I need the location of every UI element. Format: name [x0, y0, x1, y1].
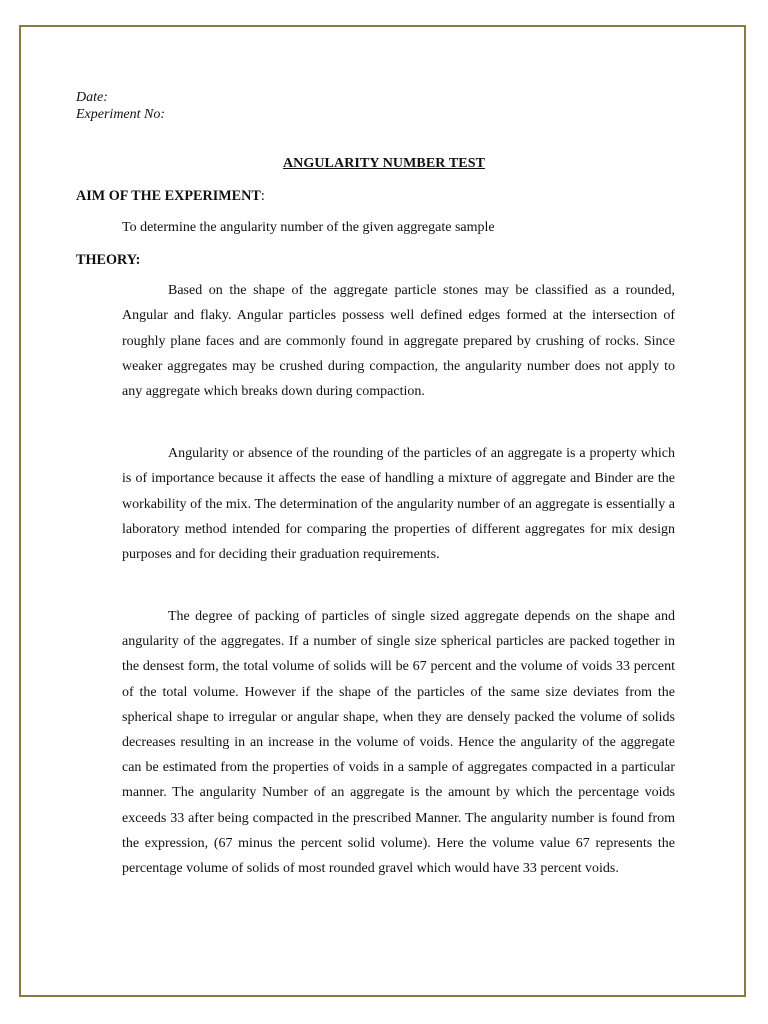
theory-paragraph-3: The degree of packing of particles of single sized aggregate depends on the shape and angularity of the aggregates. If a number of single size spherical particles are packed together in the densest form, the total volume of solids will be 67 percent and the volume of voids 33 percent of the total volume. However if the shape of the particles of the same size deviates from the spherical shape to irregular or angular shape, when they are densely packed the volume of solids decreases resulting in an increase in the volume of voids. Hence the angularity of the aggregate can be estimated from the properties of voids in a sample of aggregates compacted in a particular manner. The angularity Number of an aggregate is the amount by which the percentage voids exceeds 33 after being compacted in the prescribed Manner. The angularity number is found from the expression, (67 minus the percent solid volume). Here the volume value 67 represents the percentage volume of solids of most rounded gravel which would have 33 percent voids.	[122, 609, 675, 877]
aim-heading	[76, 187, 265, 205]
theory-heading: THEORY:	[76, 252, 141, 268]
aim-heading-text: AIM OF THE EXPERIMENT	[76, 188, 261, 204]
theory-paragraph-1: Based on the shape of the aggregate particle stones may be classified as a rounded, Angular and flaky. Angular particles possess well defined edges formed at the intersection of roughly plane faces and are commonly found in aggregate prepared by crushing of rocks. Since weaker aggregates may be crushed during compaction, the angularity number does not apply to any aggregate which breaks down during compaction.	[122, 283, 675, 400]
theory-paragraph-2: Angularity or absence of the rounding of the particles of an aggregate is a property which is of importance because it affects the ease of handling a mixture of aggregate and Binder are the workability of the mix. The determination of the angularity number of an aggregate is essentially a laboratory method intended for comparing the properties of different aggregates for mix design purposes and for deciding their graduation requirements.	[122, 446, 675, 563]
document-title: ANGULARITY NUMBER TEST	[282, 156, 486, 171]
date-label: Date:	[76, 90, 108, 105]
experiment-number-label: Experiment No:	[76, 107, 166, 122]
aim-heading-colon: :	[260, 188, 265, 204]
document-meta	[76, 89, 165, 123]
aim-text: To determine the angularity number of the given aggregate sample	[122, 220, 495, 235]
